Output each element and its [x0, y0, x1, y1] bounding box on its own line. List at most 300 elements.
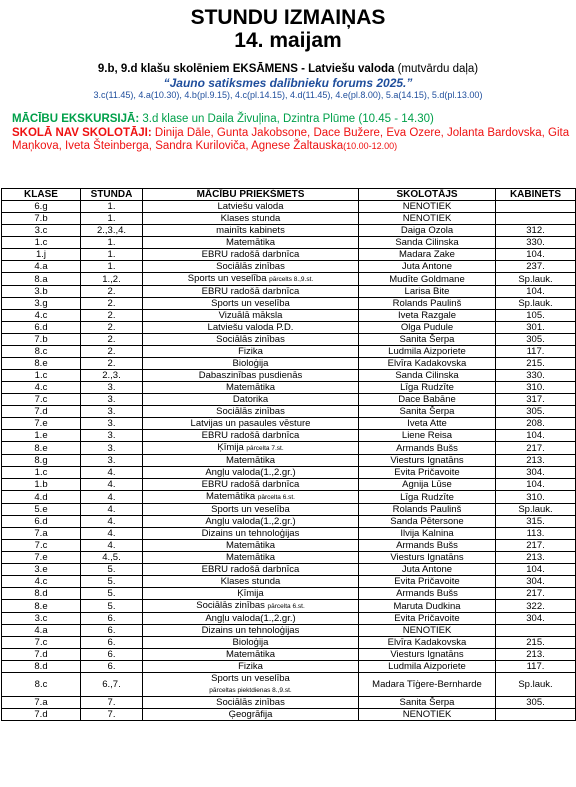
cell-stunda-text: 1. — [107, 201, 116, 212]
table-row — [2, 249, 576, 261]
table-row — [2, 442, 576, 455]
cell-klase-text: 8.c — [34, 679, 48, 690]
cell-klase-text: 4.a — [34, 625, 48, 636]
excursion-label: MĀCĪBU EKSKURSIJĀ: — [12, 113, 140, 125]
cell-stunda — [81, 552, 143, 564]
cell-klase — [2, 213, 81, 225]
cell-teacher — [359, 430, 496, 442]
cell-stunda — [81, 298, 143, 310]
cell-subject — [143, 637, 359, 649]
cell-room-text: Sp.lauk. — [518, 273, 553, 285]
cell-teacher-text: Rolands Paulinš — [392, 298, 462, 309]
cell-stunda-text: 2. — [107, 334, 116, 345]
cell-stunda — [81, 358, 143, 370]
table-row — [2, 467, 576, 479]
cell-stunda-text: 7. — [107, 709, 116, 720]
cell-klase — [2, 673, 81, 697]
absent-note — [12, 127, 572, 154]
cell-room — [496, 576, 576, 588]
cell-klase-text: 7.e — [34, 418, 48, 429]
cell-teacher — [359, 467, 496, 479]
cell-stunda — [81, 394, 143, 406]
cell-subject-text: Angļu valoda(1.,2.gr.) — [205, 467, 296, 478]
cell-stunda-text: 7. — [107, 697, 116, 708]
table-body — [2, 201, 576, 721]
cell-subject-text: Bioloģija — [232, 637, 269, 648]
cell-teacher — [359, 346, 496, 358]
cell-room-text: Sp.lauk. — [518, 679, 553, 690]
cell-subject-text: Sociālās zinības — [216, 697, 285, 708]
cell-subject-text: Matemātika — [206, 491, 256, 502]
table-row — [2, 430, 576, 442]
cell-room-text: 304. — [526, 613, 545, 624]
cell-klase — [2, 201, 81, 213]
table-row — [2, 310, 576, 322]
cell-stunda-text: 3. — [107, 394, 116, 405]
cell-teacher-text: Madara Zake — [399, 249, 455, 260]
cell-teacher — [359, 358, 496, 370]
cell-subject — [143, 673, 359, 697]
cell-subject — [143, 709, 359, 721]
cell-subject — [143, 237, 359, 249]
cell-subject — [143, 346, 359, 358]
cell-room — [496, 516, 576, 528]
table-row — [2, 552, 576, 564]
cell-klase-text: 3.c — [34, 225, 48, 236]
cell-stunda-text: 5. — [107, 588, 116, 599]
table-row — [2, 625, 576, 637]
cell-teacher-text: Sanda Cilinska — [395, 237, 459, 248]
cell-room-text: 301. — [526, 322, 545, 333]
cell-subject — [143, 467, 359, 479]
absent-time: (10.00-12.00) — [343, 141, 398, 151]
cell-subject — [143, 430, 359, 442]
cell-teacher — [359, 249, 496, 261]
table-row — [2, 322, 576, 334]
table-row — [2, 649, 576, 661]
cell-stunda — [81, 697, 143, 709]
cell-klase-text: 7.d — [34, 406, 48, 417]
cell-klase-text: 1.b — [34, 479, 48, 490]
cell-klase — [2, 442, 81, 455]
cell-teacher-text: Iveta Razgale — [397, 310, 457, 321]
cell-klase — [2, 540, 81, 552]
cell-klase — [2, 298, 81, 310]
cell-klase-text: 7.d — [34, 649, 48, 660]
cell-stunda — [81, 225, 143, 237]
cell-room — [496, 552, 576, 564]
cell-stunda — [81, 213, 143, 225]
cell-stunda — [81, 491, 143, 504]
cell-room-text: 117. — [526, 661, 545, 672]
table-row — [2, 346, 576, 358]
cell-subject-text: Dizains un tehnoloģijas — [201, 625, 300, 636]
cell-teacher-text: Sanda Pētersone — [390, 516, 464, 527]
table-row — [2, 286, 576, 298]
cell-subject — [143, 588, 359, 600]
table-row — [2, 709, 576, 721]
cell-teacher — [359, 491, 496, 504]
cell-stunda — [81, 237, 143, 249]
cell-teacher — [359, 286, 496, 298]
cell-stunda-text: 2. — [107, 310, 116, 321]
cell-subject — [143, 261, 359, 273]
cell-room — [496, 491, 576, 504]
cell-subject-text: Fizika — [238, 346, 263, 357]
cell-teacher-text: Sanda Cilinska — [395, 370, 459, 381]
cell-klase — [2, 649, 81, 661]
cell-subject — [143, 322, 359, 334]
cell-klase — [2, 334, 81, 346]
cell-klase — [2, 382, 81, 394]
cell-stunda — [81, 286, 143, 298]
cell-room — [496, 504, 576, 516]
cell-room-text: 304. — [526, 467, 545, 478]
cell-room-text: 305. — [526, 406, 545, 417]
cell-klase — [2, 467, 81, 479]
cell-room-text: 330. — [526, 370, 545, 381]
cell-subject — [143, 201, 359, 213]
cell-stunda-text: 6. — [107, 649, 116, 660]
cell-stunda — [81, 600, 143, 613]
table-row — [2, 661, 576, 673]
cell-stunda — [81, 637, 143, 649]
forum-title: “Jauno satiksmes dalībnieku forums 2025.” — [163, 76, 413, 90]
cell-teacher — [359, 273, 496, 286]
cell-teacher — [359, 213, 496, 225]
cell-room-text: 213. — [526, 649, 545, 660]
cell-teacher-text: NENOTIEK — [402, 709, 452, 720]
cell-teacher-text: Ludmila Aizporiete — [388, 661, 466, 672]
cell-stunda-text: 4. — [107, 479, 116, 490]
cell-room-text: 104. — [526, 479, 545, 490]
cell-klase-text: 1.e — [34, 430, 48, 441]
cell-teacher — [359, 322, 496, 334]
cell-note: pārcelts 8.,9.st. — [269, 276, 314, 283]
cell-teacher-text: NENOTIEK — [402, 201, 452, 212]
cell-klase — [2, 430, 81, 442]
cell-room — [496, 540, 576, 552]
cell-teacher — [359, 261, 496, 273]
table-row — [2, 516, 576, 528]
exam-title: 9.b, 9.d klašu skolēniem EKSĀMENS - Latviešu valoda — [97, 63, 395, 75]
cell-subject-text: EBRU radošā darbnīca — [201, 286, 300, 297]
cell-stunda — [81, 564, 143, 576]
cell-subject-text: EBRU radošā darbnīca — [201, 249, 300, 260]
cell-teacher — [359, 479, 496, 491]
cell-teacher-text: Sanita Šerpa — [399, 697, 455, 708]
cell-klase-text: 5.e — [34, 504, 48, 515]
cell-klase-text: 7.a — [34, 697, 48, 708]
cell-stunda — [81, 673, 143, 697]
cell-klase — [2, 225, 81, 237]
cell-subject-text: Sociālās zinības — [216, 261, 285, 272]
cell-klase — [2, 394, 81, 406]
table-row — [2, 491, 576, 504]
cell-room — [496, 286, 576, 298]
cell-teacher — [359, 225, 496, 237]
cell-subject-text: Sports un veselība — [211, 673, 290, 684]
absent-label: SKOLĀ NAV SKOLOTĀJI: — [12, 126, 152, 139]
cell-note: pārceltas piektdienas 8.,9.st. — [209, 687, 292, 694]
cell-room-text: 322. — [526, 600, 545, 612]
cell-stunda — [81, 540, 143, 552]
cell-teacher — [359, 201, 496, 213]
cell-subject-text: Matemātika — [225, 552, 276, 563]
cell-subject — [143, 358, 359, 370]
cell-room — [496, 310, 576, 322]
cell-subject-text: Sports un veselība — [211, 504, 290, 515]
cell-stunda — [81, 661, 143, 673]
cell-stunda — [81, 625, 143, 637]
cell-klase-text: 3.e — [34, 564, 48, 575]
cell-klase — [2, 516, 81, 528]
cell-subject-text: EBRU radošā darbnīca — [201, 430, 300, 441]
cell-room-text: 104. — [526, 564, 545, 575]
cell-klase — [2, 528, 81, 540]
cell-room-text: 305. — [526, 334, 545, 345]
cell-klase — [2, 697, 81, 709]
cell-stunda — [81, 201, 143, 213]
cell-teacher-text: Maruta Dudkina — [393, 600, 461, 612]
cell-stunda — [81, 382, 143, 394]
cell-subject-text: mainīts kabinets — [216, 225, 285, 236]
cell-stunda-text: 4. — [107, 504, 116, 515]
cell-subject — [143, 225, 359, 237]
cell-room — [496, 697, 576, 709]
cell-teacher — [359, 334, 496, 346]
cell-teacher-text: Ludmila Aizporiete — [388, 346, 466, 357]
cell-klase — [2, 237, 81, 249]
cell-teacher-text: Armands Bušs — [396, 442, 458, 454]
cell-room-text: 312. — [526, 225, 545, 236]
cell-subject — [143, 564, 359, 576]
cell-room — [496, 406, 576, 418]
cell-subject — [143, 249, 359, 261]
cell-subject-text: Matemātika — [225, 237, 276, 248]
cell-teacher-text: Dace Babāne — [398, 394, 456, 405]
cell-teacher-text: Līga Rudzīte — [400, 491, 454, 503]
cell-stunda-text: 3. — [107, 406, 116, 417]
cell-room-text: 104. — [526, 430, 545, 441]
cell-subject-text: EBRU radošā darbnīca — [201, 479, 300, 490]
cell-teacher-text: Iveta Atte — [407, 418, 447, 429]
cell-subject-text: Klases stunda — [220, 576, 281, 587]
cell-teacher-text: Juta Antone — [401, 564, 453, 575]
cell-subject-text: Klases stunda — [220, 213, 281, 224]
cell-klase-text: 8.e — [34, 442, 48, 454]
cell-klase-text: 1.j — [35, 249, 47, 260]
cell-klase-text: 4.d — [34, 491, 48, 503]
cell-teacher-text: Evita Pričavoite — [394, 467, 460, 478]
cell-room — [496, 588, 576, 600]
cell-stunda — [81, 406, 143, 418]
cell-room — [496, 673, 576, 697]
cell-stunda-text: 5. — [107, 576, 116, 587]
cell-subject — [143, 310, 359, 322]
table-row — [2, 382, 576, 394]
cell-stunda-text: 4. — [107, 467, 116, 478]
cell-stunda-text: 3. — [107, 442, 116, 454]
cell-klase — [2, 455, 81, 467]
cell-room-text: 315. — [526, 516, 545, 527]
cell-stunda — [81, 455, 143, 467]
cell-stunda-text: 2.,3.,4. — [96, 225, 127, 236]
cell-teacher — [359, 406, 496, 418]
notes-section — [0, 113, 576, 154]
cell-room — [496, 709, 576, 721]
table-row — [2, 697, 576, 709]
cell-subject — [143, 697, 359, 709]
cell-subject-text: Angļu valoda(1.,2.gr.) — [205, 613, 296, 624]
cell-subject — [143, 286, 359, 298]
page-title: STUNDU IZMAIŅAS — [190, 6, 386, 29]
cell-room — [496, 600, 576, 613]
cell-klase-text: 7.c — [34, 540, 48, 551]
excursion-text: 3.d klase un Daila Živuļina, Dzintra Plūme (10.45 - 14.30) — [139, 113, 434, 125]
cell-teacher — [359, 600, 496, 613]
cell-teacher-text: Rolands Paulinš — [392, 504, 462, 515]
cell-room — [496, 261, 576, 273]
cell-teacher — [359, 504, 496, 516]
table-row — [2, 600, 576, 613]
cell-stunda-text: 3. — [107, 382, 116, 393]
cell-room — [496, 430, 576, 442]
exam-section — [0, 62, 576, 101]
cell-room — [496, 273, 576, 286]
cell-stunda-text: 4. — [107, 540, 116, 551]
cell-stunda — [81, 322, 143, 334]
cell-klase — [2, 358, 81, 370]
cell-subject — [143, 334, 359, 346]
cell-teacher — [359, 442, 496, 455]
cell-klase-text: 8.d — [34, 661, 48, 672]
cell-subject-text: Matemātika — [225, 382, 276, 393]
cell-room — [496, 346, 576, 358]
cell-klase — [2, 552, 81, 564]
cell-room — [496, 418, 576, 430]
cell-room — [496, 479, 576, 491]
cell-room — [496, 382, 576, 394]
forum-classes: 3.c(11.45), 4.a(10.30), 4.b(pl.9.15), 4.c(pl.14.15), 4.d(11.45), 4.e(pl.8.00), 5.a(14.15), 5.d(pl.13.00) — [93, 90, 483, 100]
cell-stunda-text: 6. — [107, 661, 116, 672]
cell-subject — [143, 528, 359, 540]
cell-teacher — [359, 455, 496, 467]
cell-klase-text: 4.a — [34, 261, 48, 272]
cell-room-text: 215. — [526, 358, 545, 369]
cell-teacher-text: Sanita Šerpa — [399, 406, 455, 417]
cell-stunda — [81, 528, 143, 540]
cell-stunda-text: 6. — [107, 625, 116, 636]
cell-klase-text: 8.d — [34, 588, 48, 599]
table-row — [2, 637, 576, 649]
cell-teacher — [359, 613, 496, 625]
cell-subject — [143, 479, 359, 491]
cell-subject — [143, 552, 359, 564]
cell-teacher-text: Sanita Šerpa — [399, 334, 455, 345]
cell-stunda — [81, 418, 143, 430]
cell-subject — [143, 418, 359, 430]
table-row — [2, 273, 576, 286]
cell-subject — [143, 491, 359, 504]
cell-klase — [2, 600, 81, 613]
cell-klase-text: 8.a — [34, 273, 48, 285]
cell-stunda-text: 1.,2. — [102, 273, 121, 285]
cell-room-text: Sp.lauk. — [518, 504, 553, 515]
cell-teacher-text: Viesturs Ignatāns — [390, 455, 464, 466]
cell-stunda — [81, 430, 143, 442]
cell-stunda-text: 4. — [107, 528, 116, 539]
cell-teacher-text: Liene Reisa — [401, 430, 453, 441]
table-row — [2, 504, 576, 516]
cell-teacher-text: Daiga Ozola — [400, 225, 454, 236]
cell-klase — [2, 479, 81, 491]
cell-subject — [143, 455, 359, 467]
cell-room-text: Sp.lauk. — [518, 298, 553, 309]
absent-text: Dinija Dāle, Gunta Jakobsone, Dace Bužere, Eva Ozere, Jolanta Bardovska, Gita Maņkova, Iveta Šteinberga, Sandra Kuriloviča, Agnese Žaltauska — [12, 126, 570, 152]
cell-teacher-text: Evita Pričavoite — [394, 613, 460, 624]
cell-room — [496, 455, 576, 467]
cell-stunda-text: 1. — [107, 213, 116, 224]
cell-klase-text: 6.d — [34, 516, 48, 527]
cell-room-text: 104. — [526, 286, 545, 297]
cell-teacher — [359, 564, 496, 576]
cell-stunda-text: 2. — [107, 286, 116, 297]
header-teacher: SKOLOTĀJS — [359, 189, 496, 201]
cell-subject-text: Fizika — [238, 661, 263, 672]
cell-room — [496, 394, 576, 406]
cell-stunda-text: 1. — [107, 237, 116, 248]
cell-klase-text: 3.g — [34, 298, 48, 309]
cell-stunda — [81, 709, 143, 721]
cell-stunda — [81, 249, 143, 261]
cell-room-text: 208. — [526, 418, 545, 429]
table-row — [2, 213, 576, 225]
cell-stunda-text: 5. — [107, 600, 116, 612]
cell-klase — [2, 249, 81, 261]
cell-teacher — [359, 540, 496, 552]
cell-room-text: 215. — [526, 637, 545, 648]
cell-subject-text: Sociālās zinības — [196, 600, 265, 611]
cell-klase-text: 7.e — [34, 552, 48, 563]
cell-room — [496, 201, 576, 213]
cell-teacher-text: Elvīra Kadakovska — [387, 637, 467, 648]
cell-klase — [2, 625, 81, 637]
cell-room — [496, 564, 576, 576]
cell-room-text: 305. — [526, 697, 545, 708]
cell-teacher — [359, 697, 496, 709]
cell-stunda-text: 4. — [107, 491, 116, 503]
cell-klase — [2, 346, 81, 358]
cell-stunda-text: 3. — [107, 455, 116, 466]
cell-klase-text: 6.d — [34, 322, 48, 333]
cell-subject-text: Bioloģija — [232, 358, 269, 369]
cell-subject — [143, 613, 359, 625]
cell-stunda — [81, 516, 143, 528]
table-row — [2, 673, 576, 697]
cell-klase-text: 7.b — [34, 213, 48, 224]
header-stunda: STUNDA — [81, 189, 143, 201]
cell-teacher-text: NENOTIEK — [402, 213, 452, 224]
cell-stunda-text: 2. — [107, 322, 116, 333]
cell-teacher — [359, 625, 496, 637]
cell-teacher-text: Larisa Bite — [404, 286, 450, 297]
cell-room-text: 304. — [526, 576, 545, 587]
cell-room-text: 105. — [526, 310, 545, 321]
table-row — [2, 394, 576, 406]
cell-klase-text: 8.e — [34, 600, 48, 612]
cell-subject-text: Sports un veselība — [187, 273, 267, 284]
